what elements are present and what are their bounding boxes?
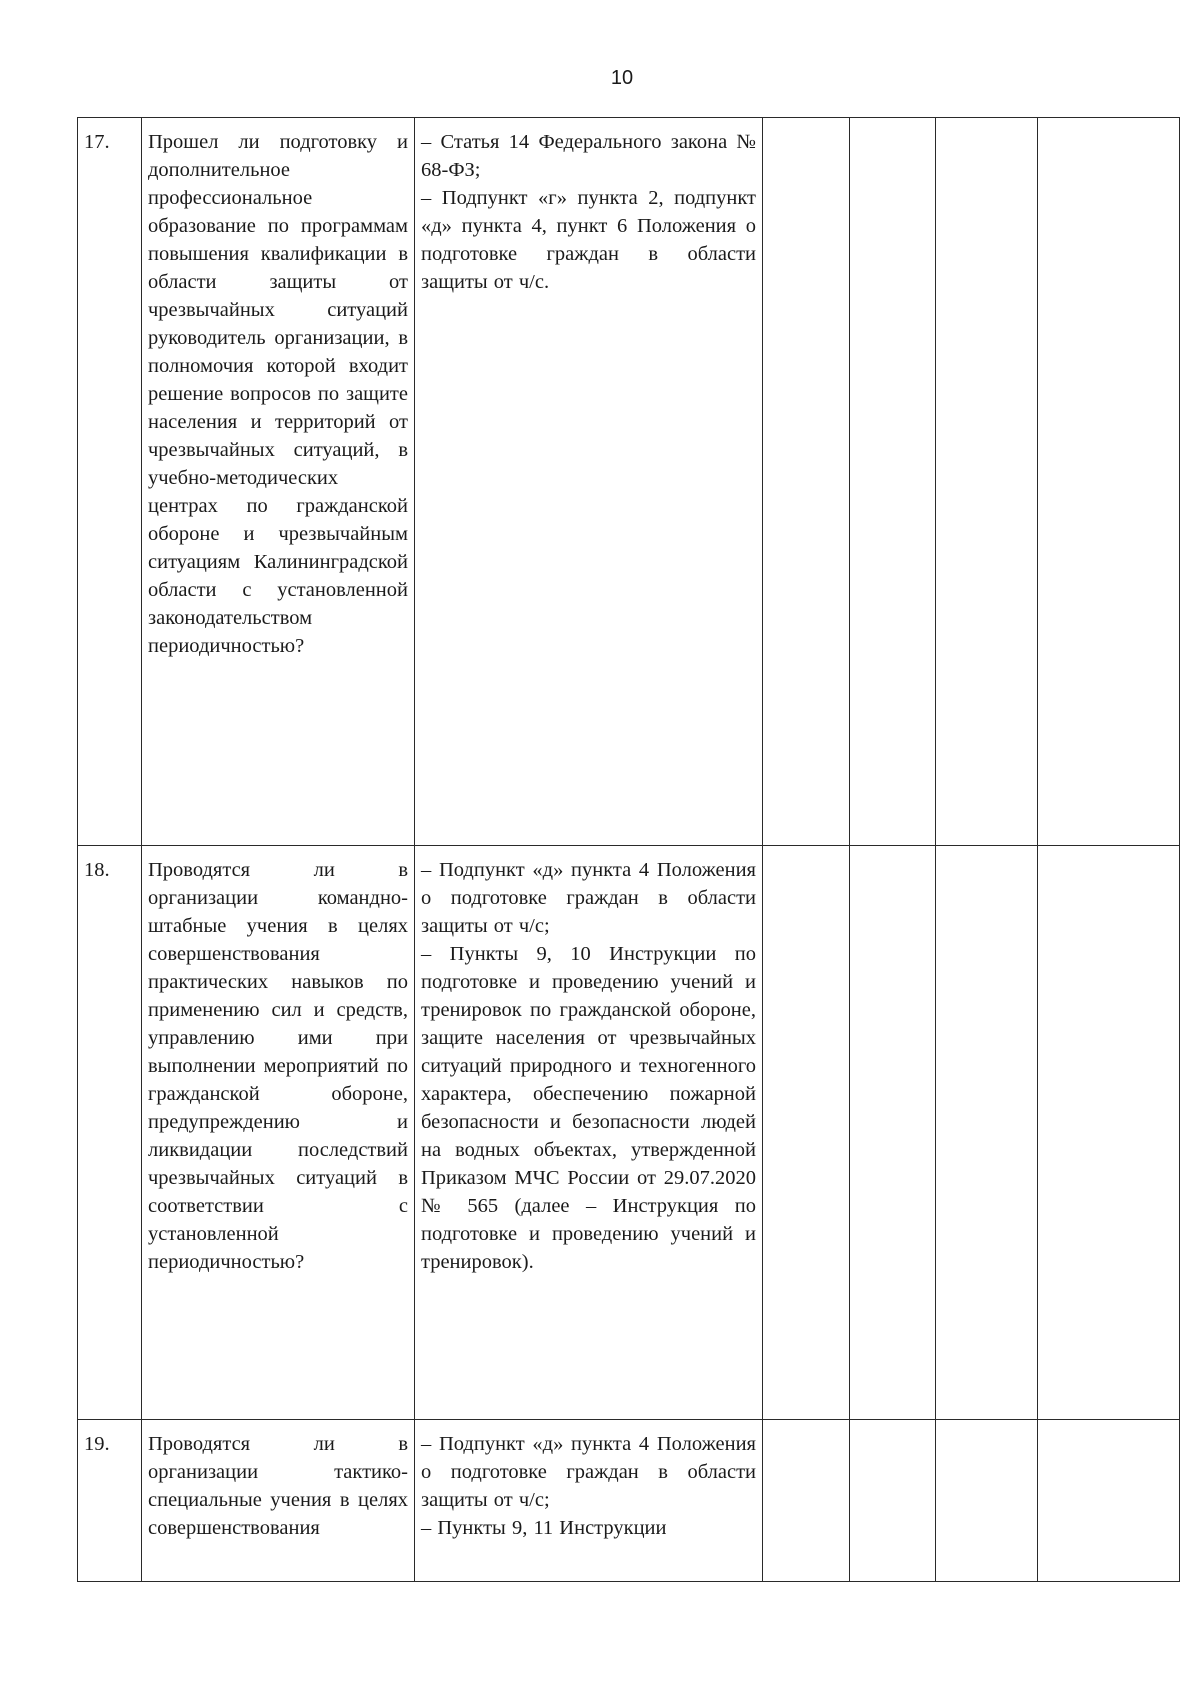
page-number: 10 — [610, 67, 634, 89]
note-cell[interactable] — [1038, 846, 1180, 1420]
question-cell — [142, 118, 415, 846]
answer-no-cell[interactable] — [850, 118, 936, 846]
answer-na-cell[interactable] — [936, 118, 1038, 846]
answer-yes-cell[interactable] — [763, 846, 850, 1420]
reference-item: – Подпункт «д» пункта 4 Положения о подготовке граждан в области защиты от ч/с; — [421, 1433, 756, 1511]
row-number: 19. — [78, 1420, 142, 1582]
answer-na-cell[interactable] — [936, 846, 1038, 1420]
question-cell — [142, 1420, 415, 1582]
table-row — [78, 846, 1180, 1420]
answer-no-cell[interactable] — [850, 846, 936, 1420]
reference-item: – Подпункт «г» пункта 2, подпункт «д» пункта 4, пункт 6 Положения о подготовке граждан в области защиты от ч/с. — [421, 187, 756, 293]
question-cell — [142, 846, 415, 1420]
table-row — [78, 1420, 1180, 1582]
question-text: Прошел ли подготовку и дополнительное профессиональное образование по программам повышения квалификации в области защиты от чрезвычайных ситуаций руководитель организации, в полномочия которой входит решение вопросов по защите населения и территорий от чрезвычайных ситуаций, в учебно-методических центрах по гражданской обороне и чрезвычайным ситуациям Калининградской области с установленной законодательством периодичностью? — [148, 131, 408, 657]
note-cell[interactable] — [1038, 1420, 1180, 1582]
reference-item: – Пункты 9, 11 Инструкции — [421, 1517, 667, 1539]
answer-na-cell[interactable] — [936, 1420, 1038, 1582]
note-cell[interactable] — [1038, 118, 1180, 846]
reference-cell — [415, 846, 763, 1420]
question-text: Проводятся ли в организации командно-штабные учения в целях совершенствования практических навыков по применению сил и средств, управлению ими при выполнении мероприятий по гражданской обороне, предупреждению и ликвидации последствий чрезвычайных ситуаций в соответствии с установленной периодичностью? — [148, 859, 408, 1273]
row-number: 17. — [78, 118, 142, 846]
answer-yes-cell[interactable] — [763, 1420, 850, 1582]
reference-item: – Пункты 9, 10 Инструкции по подготовке и проведению учений и тренировок по гражданской обороне, защите населения от чрезвычайных ситуаций природного и техногенного характера, обеспечению пожарной безопасности и безопасности людей на водных объектах, утвержденной Приказом МЧС России от 29.07.2020 № 565 (далее – Инструкция по подготовке и проведению учений и тренировок). — [421, 943, 756, 1273]
reference-item: – Статья 14 Федерального закона № 68-ФЗ; — [421, 131, 756, 181]
checklist-table — [77, 117, 1180, 1582]
question-text: Проводятся ли в организации тактико-специальные учения в целях совершенствования — [148, 1433, 408, 1539]
table-row — [78, 118, 1180, 846]
answer-no-cell[interactable] — [850, 1420, 936, 1582]
reference-cell — [415, 118, 763, 846]
row-number: 18. — [78, 846, 142, 1420]
answer-yes-cell[interactable] — [763, 118, 850, 846]
reference-item: – Подпункт «д» пункта 4 Положения о подготовке граждан в области защиты от ч/с; — [421, 859, 756, 937]
reference-cell — [415, 1420, 763, 1582]
